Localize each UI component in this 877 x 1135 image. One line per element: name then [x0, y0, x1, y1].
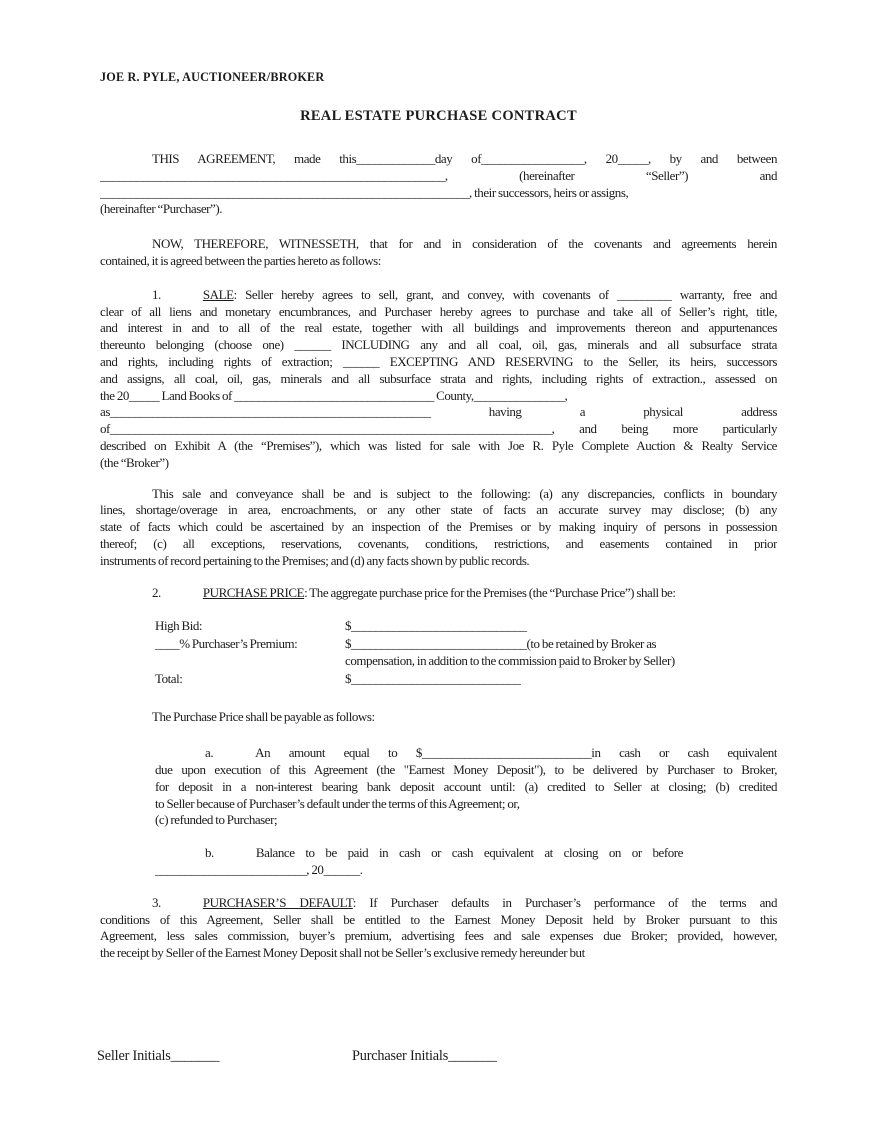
paragraph-b-line-1-text: Balance to be paid in cash or cash equivalent at closing on or before	[255, 845, 683, 861]
paragraph-b-balance	[155, 845, 777, 879]
subject-line-1	[100, 486, 777, 503]
witnesseth-paragraph	[100, 236, 777, 270]
subject-to-paragraph	[100, 486, 777, 570]
price-row-total	[155, 670, 777, 688]
broker-header: JOE R. PYLE, AUCTIONEER/BROKER	[100, 70, 325, 84]
premium-note: compensation, in addition to the commission paid to Broker by Seller)	[345, 653, 675, 669]
section-1-number: 1.	[152, 286, 161, 302]
total-blank: $____________________________	[345, 670, 521, 686]
paragraph-b-number: b.	[205, 845, 214, 861]
section-3-purchasers-default	[100, 895, 777, 962]
high-bid-blank: $_____________________________	[345, 618, 527, 634]
price-row-high-bid	[155, 617, 777, 635]
section-1-line-5: and rights, including rights of extraction; ______ EXCEPTING AND RESERVING to the Seller, its heirs, successors	[100, 353, 777, 369]
subject-line-2: lines, shortage/overage in area, encroachments, or any other state of facts an accurate survey may disclose; (b) any	[100, 502, 777, 518]
price-row-premium-note	[155, 652, 777, 670]
section-2-heading: PURCHASE PRICE	[202, 584, 305, 600]
intro-line-2: _________________________________________________________, (hereinafter “Seller”) and	[100, 167, 777, 183]
empty-label	[155, 652, 345, 670]
paragraph-a-line-3: for deposit in a non-interest bearing bank deposit account until: (a) credited to Seller at closing; (b) credited	[155, 778, 777, 794]
purchaser-initials-blank: _______	[448, 1047, 497, 1064]
section-3-heading-line	[100, 895, 777, 912]
paragraph-a-line-2: due upon execution of this Agreement (the "Earnest Money Deposit"), to be delivered by Purchaser to Broker,	[155, 761, 777, 777]
document-title: REAL ESTATE PURCHASE CONTRACT	[300, 108, 577, 124]
paragraph-b-line-2: _________________________, 20______.	[155, 861, 363, 877]
section-2-heading-line	[100, 585, 777, 602]
total-label: Total:	[155, 670, 183, 686]
section-3-line-4: the receipt by Seller of the Earnest Money Deposit shall not be Seller’s exclusive remedy hereunder but	[100, 945, 585, 961]
paragraph-a-number: a.	[205, 745, 214, 761]
subject-line-5: instruments of record pertaining to the Premises; and (d) any facts shown by public records.	[100, 552, 530, 568]
section-1-line-8: as_____________________________________________________ having a physical address	[100, 404, 777, 420]
section-3-line-2: conditions of this Agreement, Seller shall be entitled to the Earnest Money Deposit held by Broker pursuant to this	[100, 911, 777, 927]
section-2-purchase-price	[100, 585, 777, 602]
seller-initials-label: Seller Initials	[97, 1047, 171, 1064]
section-1-sale	[100, 287, 777, 472]
paragraph-a-line-4: to Seller because of Purchaser’s default under the terms of this Agreement; or,	[155, 795, 520, 811]
section-1-line-9: of_________________________________________________________________________, and being more particularly	[100, 421, 777, 437]
intro-paragraph	[100, 151, 777, 218]
payable-intro	[100, 709, 777, 726]
premium-blank: $_____________________________(to be retained by Broker as	[345, 635, 657, 651]
purchaser-initials-group	[352, 1048, 497, 1064]
section-3-line-3: Agreement, less sales commission, buyer’s premium, advertising fees and sale expenses due Broker; provided, however,	[100, 928, 777, 944]
section-1-heading: SALE	[202, 286, 234, 302]
price-table	[155, 617, 777, 687]
section-1-line-6: and assigns, all coal, oil, gas, minerals and all subsurface strata and rights, including rights of extraction., assessed on	[100, 370, 777, 386]
purchasers-premium-label: ____% Purchaser’s Premium:	[155, 635, 298, 651]
section-2-line-1-text: : The aggregate purchase price for the Premises (the “Purchase Price”) shall be:	[304, 584, 676, 600]
intro-line-1-text: THIS AGREEMENT, made this_____________day of_________________, 20_____, by and between	[152, 151, 777, 166]
payable-line	[100, 709, 777, 726]
section-1-line-4: thereunto belonging (choose one) ______ INCLUDING any and all coal, oil, gas, minerals and all subsurface strata	[100, 337, 777, 353]
section-1-line-2: clear of all liens and monetary encumbrances, and Purchaser hereby agrees to purchase and take all of Seller’s right, title,	[100, 303, 777, 319]
seller-initials-group	[97, 1048, 352, 1065]
intro-line-1	[100, 151, 777, 168]
section-1-line-1-text: : Seller hereby agrees to sell, grant, and convey, with covenants of _________ warranty, free and	[233, 286, 777, 302]
paragraph-a-line-1	[155, 745, 777, 762]
intro-line-3: _____________________________________________________________, their successors, heirs or assigns,	[100, 184, 629, 200]
section-3-number: 3.	[152, 894, 161, 910]
section-1-line-3: and interest in and to all of the real estate, together with all buildings and improvements thereon and appurtenances	[100, 320, 777, 336]
initials-footer	[97, 1048, 777, 1065]
subject-line-3: state of facts which could be ascertained by an inspection of the Premises or by making inquiry of persons in possession	[100, 519, 777, 535]
section-3-line-1-text: : If Purchaser defaults in Purchaser’s performance of the terms and	[352, 894, 777, 910]
seller-initials-blank: _______	[170, 1047, 220, 1064]
witnesseth-line-1	[100, 236, 777, 253]
intro-line-4: (hereinafter “Purchaser”).	[100, 201, 223, 217]
section-2-number: 2.	[152, 584, 161, 600]
section-1-heading-line	[100, 287, 777, 304]
section-1-line-7: the 20_____ Land Books of _________________________________ County,_______________,	[100, 387, 568, 403]
high-bid-label: High Bid:	[155, 618, 203, 634]
price-row-premium	[155, 635, 777, 653]
paragraph-b-line-1	[155, 845, 777, 862]
witnesseth-line-2: contained, it is agreed between the parties hereto as follows:	[100, 252, 381, 268]
subject-line-4: thereof; (c) all exceptions, reservations, covenants, conditions, restrictions, and easements contained in prior	[100, 535, 777, 551]
section-1-line-10: described on Exhibit A (the “Premises”), which was listed for sale with Joe R. Pyle Complete Auction & Realty Service	[100, 437, 777, 453]
paragraph-a-line-5: (c) refunded to Purchaser;	[155, 812, 278, 828]
subject-line-1-text: This sale and conveyance shall be and is subject to the following: (a) any discrepancies, conflicts in boundary	[152, 485, 777, 501]
witnesseth-line-1-text: NOW, THEREFORE, WITNESSETH, that for and in consideration of the covenants and agreements herein	[152, 236, 777, 252]
purchaser-initials-label: Purchaser Initials	[352, 1047, 449, 1064]
payable-text: The Purchase Price shall be payable as follows:	[152, 709, 375, 725]
section-1-line-11: (the “Broker”)	[100, 454, 169, 470]
paragraph-a-line-1-text: An amount equal to $____________________________in cash or cash equivalent	[255, 745, 777, 761]
section-3-heading: PURCHASER’S DEFAULT	[202, 894, 353, 910]
paragraph-a-earnest-money	[155, 745, 777, 829]
